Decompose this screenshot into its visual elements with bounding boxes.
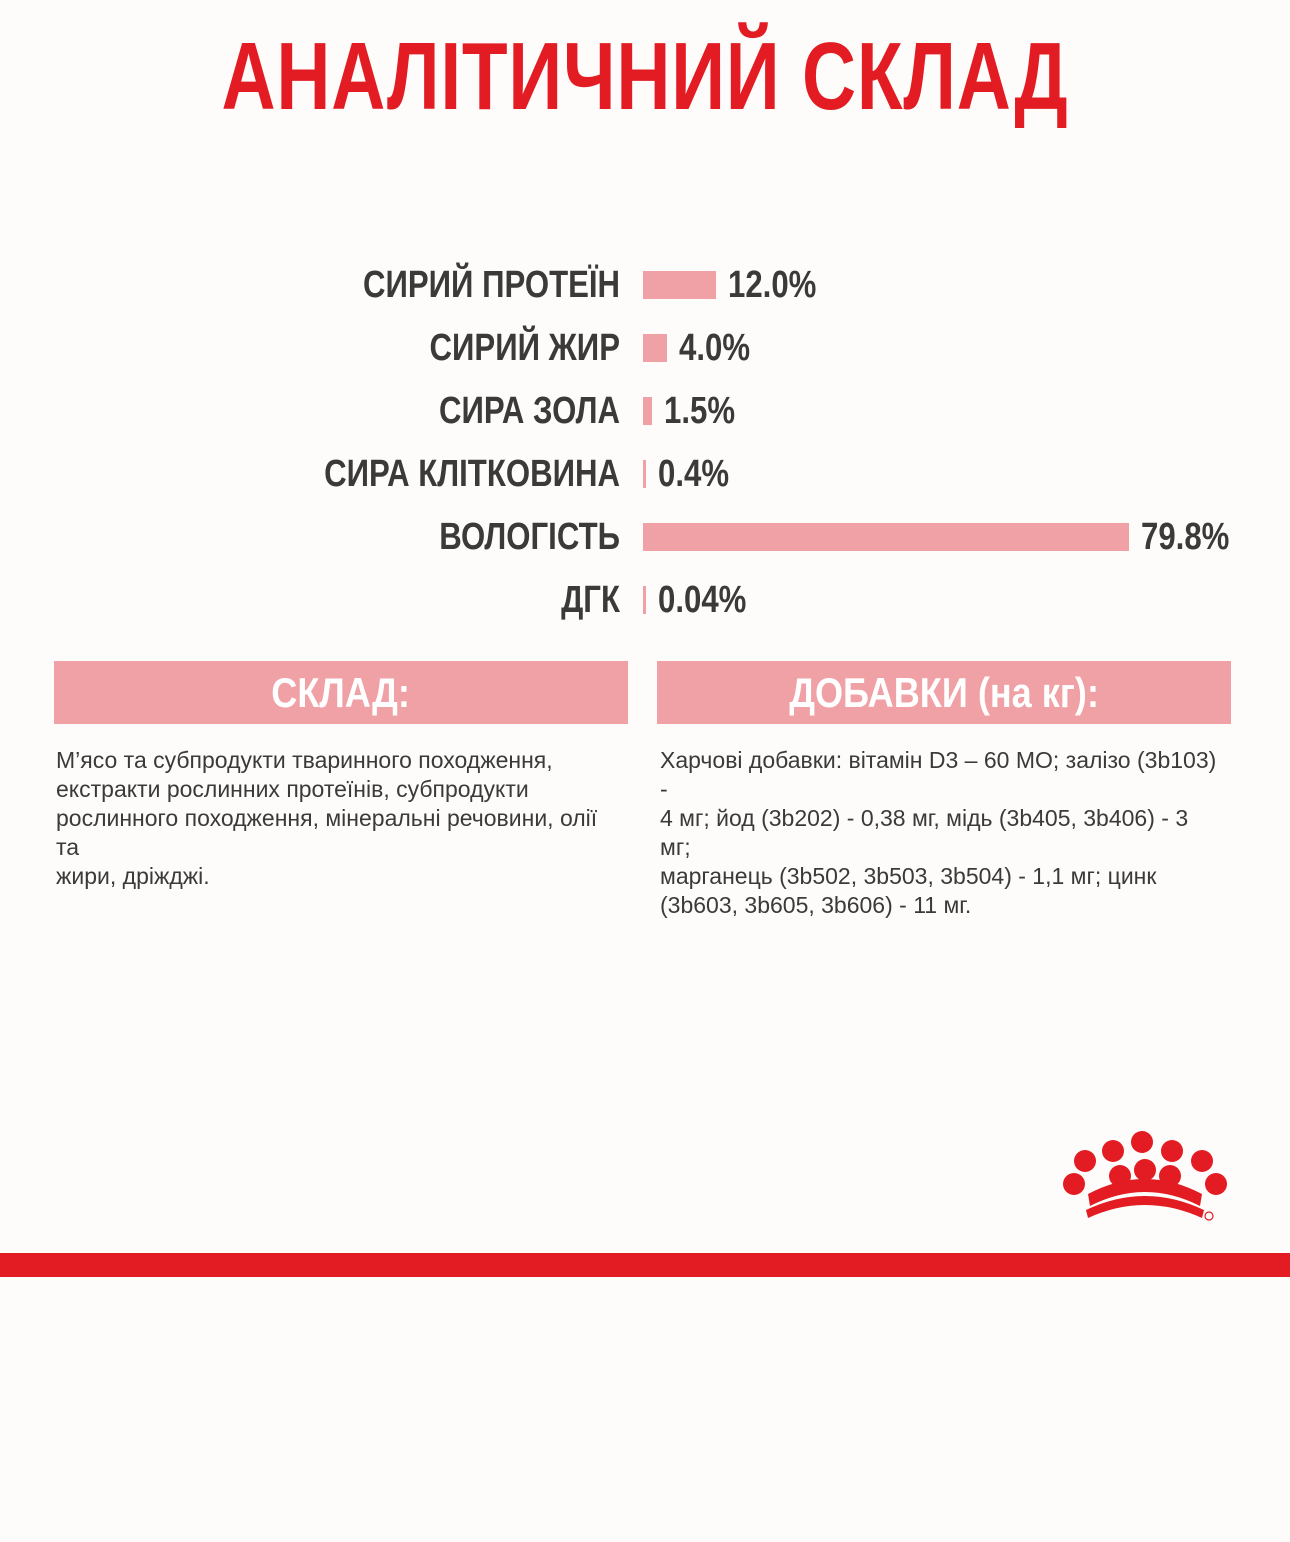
additives-line: Харчові добавки: вітамін D3 – 60 МО; залізо (3b103) - <box>660 747 1217 802</box>
composition-line: М’ясо та субпродукти тваринного походження, <box>56 747 553 773</box>
category-label: СИРА КЛІТКОВИНА <box>324 453 620 495</box>
value-label: 0.04% <box>658 579 747 621</box>
additives-text <box>660 746 1220 920</box>
composition-text <box>56 746 616 891</box>
page-title: АНАЛІТИЧНИЙ СКЛАД <box>221 23 1069 130</box>
bar <box>643 523 1129 551</box>
bar <box>643 397 652 425</box>
value-label: 4.0% <box>679 327 751 369</box>
value-label: 1.5% <box>664 390 736 432</box>
value-label: 79.8% <box>1141 516 1230 558</box>
value-label: 12.0% <box>728 264 817 306</box>
additives-header <box>657 661 1231 724</box>
category-label: ВОЛОГІСТЬ <box>439 516 620 558</box>
composition-header <box>54 661 628 724</box>
composition-line: екстракти рослинних протеїнів, субпродукти <box>56 776 529 802</box>
royal-canin-crown-icon <box>1060 1130 1230 1222</box>
bar <box>643 334 667 362</box>
composition-line: рослинного походження, мінеральні речовини, олії та <box>56 805 598 860</box>
category-label: СИРА ЗОЛА <box>438 390 620 432</box>
category-label: ДГК <box>561 579 620 621</box>
brand-red-band <box>0 1253 1290 1277</box>
category-label: СИРИЙ ЖИР <box>429 327 620 369</box>
nutrient-bar-chart <box>0 0 1290 640</box>
composition-header-label: СКЛАД: <box>271 669 411 716</box>
additives-header-label: ДОБАВКИ (на кг): <box>789 669 1099 716</box>
additives-line: (3b603, 3b605, 3b606) - 11 мг. <box>660 892 972 918</box>
value-label: 0.4% <box>658 453 730 495</box>
additives-line: 4 мг; йод (3b202) - 0,38 мг, мідь (3b405, 3b406) - 3 мг; <box>660 805 1189 860</box>
bar <box>643 271 716 299</box>
additives-line: марганець (3b502, 3b503, 3b504) - 1,1 мг; цинк <box>660 863 1157 889</box>
bar <box>643 586 646 614</box>
composition-line: жири, дріжджі. <box>56 863 210 889</box>
bar <box>643 460 646 488</box>
category-label: СИРИЙ ПРОТЕЇН <box>362 264 620 306</box>
